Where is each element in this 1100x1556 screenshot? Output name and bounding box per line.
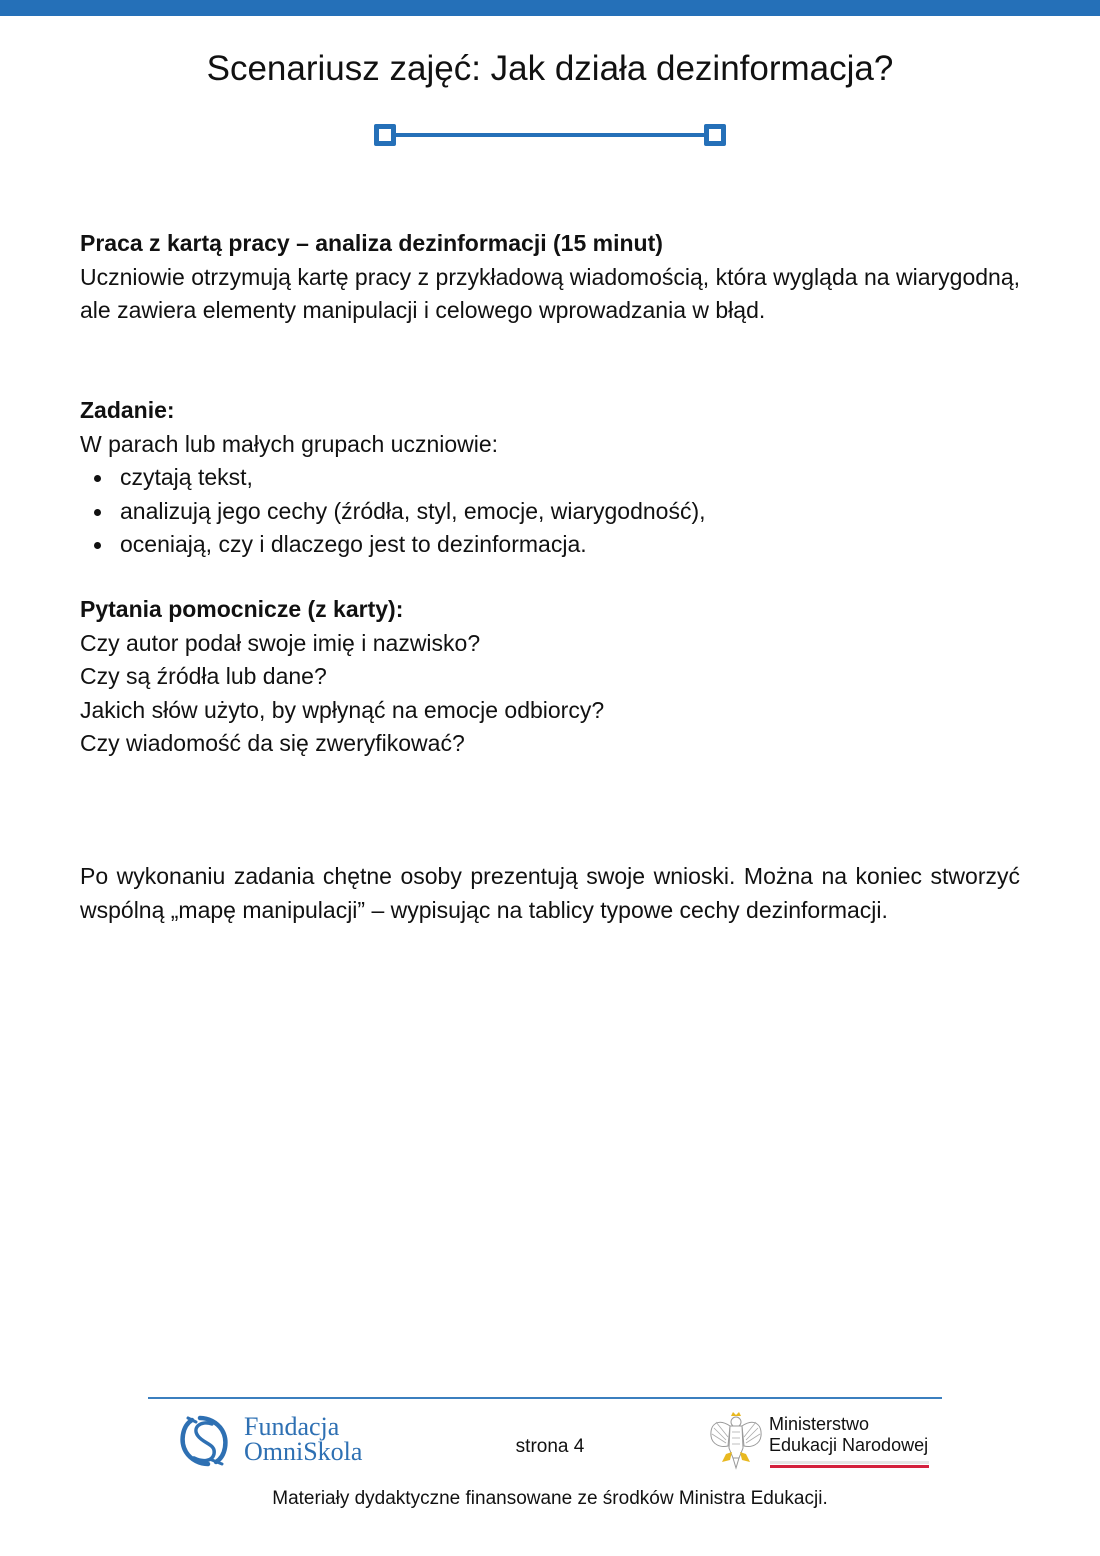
- question-line: Czy autor podał swoje imię i nazwisko?: [80, 629, 481, 656]
- page-number: strona 4: [515, 1436, 585, 1457]
- men-line1: Ministerstwo: [769, 1414, 870, 1434]
- footer-divider: [148, 1397, 942, 1399]
- task-list-item: analizują jego cechy (źródła, styl, emocje, wiarygodność),: [120, 495, 1020, 529]
- task-list-item: oceniają, czy i dlaczego jest to dezinformacja.: [120, 528, 1020, 562]
- question-line: Czy są źródła lub dane?: [80, 663, 327, 689]
- conclusion-text: Po wykonaniu zadania chętne osoby prezentują swoje wnioski. Można na koniec stworzyć wspólną „mapę manipulacji” – wypisując na tablicy typowe cechy dezinformacji.: [80, 863, 1020, 923]
- task-intro: W parach lub małych grupach uczniowie:: [80, 430, 499, 457]
- task-list-item: czytają tekst,: [120, 461, 1020, 495]
- funding-note: Materiały dydaktyczne finansowane ze środków Ministra Edukacji.: [272, 1488, 828, 1509]
- worksheet-section: [80, 227, 1020, 328]
- omniskola-line1: Fundacja: [244, 1412, 340, 1441]
- flag-stripe-white: [770, 1461, 929, 1464]
- worksheet-text: Uczniowie otrzymują kartę pracy z przykładową wiadomością, która wygląda na wiarygodną, ale zawiera elementy manipulacji i celowego wprowadzania w błąd.: [80, 263, 1020, 323]
- men-wordmark: [769, 1414, 928, 1456]
- omniskola-s-icon: [178, 1414, 230, 1468]
- men-line2: Edukacji Narodowej: [769, 1435, 929, 1455]
- omniskola-line2: OmniSkola: [244, 1437, 363, 1466]
- page-title: Scenariusz zajęć: Jak działa dezinformacja?: [206, 49, 894, 88]
- questions-heading: Pytania pomocnicze (z karty):: [80, 596, 404, 622]
- worksheet-heading: Praca z kartą pracy – analiza dezinformacji (15 minut): [80, 230, 663, 256]
- omniskola-logo: [178, 1412, 388, 1470]
- question-line: Czy wiadomość da się zweryfikować?: [80, 730, 465, 756]
- conclusion-section: [80, 860, 1020, 927]
- task-list: [80, 461, 1020, 562]
- divider-cap-left: [374, 124, 396, 146]
- title-divider: [374, 124, 726, 146]
- flag-stripe-red: [770, 1465, 929, 1468]
- divider-cap-right: [704, 124, 726, 146]
- men-logo: [708, 1410, 940, 1472]
- top-accent-bar: [0, 0, 1100, 16]
- questions-section: [80, 593, 1020, 761]
- question-line: Jakich słów użyto, by wpłynąć na emocje odbiorcy?: [80, 696, 605, 723]
- omniskola-wordmark: [244, 1414, 362, 1464]
- polish-eagle-icon: [708, 1410, 764, 1470]
- divider-line: [385, 133, 715, 137]
- task-section: [80, 394, 1020, 562]
- task-heading: Zadanie:: [80, 397, 175, 423]
